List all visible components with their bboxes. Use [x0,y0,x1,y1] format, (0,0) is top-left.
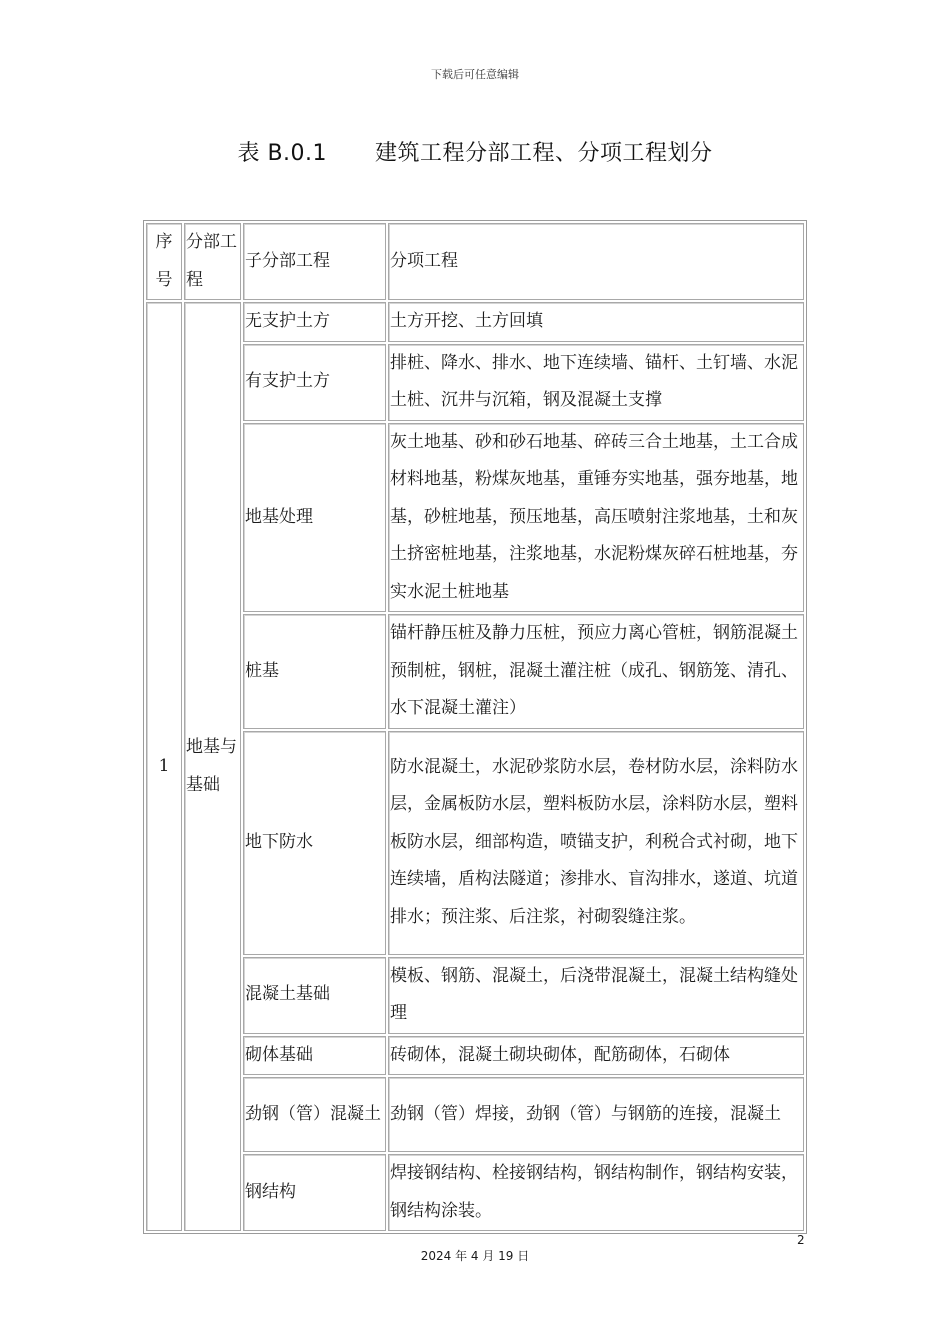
table-header-row [146,223,804,300]
items-cell: 模板、钢筋、混凝土，后浇带混凝土，混凝土结构缝处理 [388,957,804,1034]
header-items: 分项工程 [388,223,804,300]
division-table [143,220,807,1234]
table-row [146,1154,804,1231]
subdivision-cell: 有支护土方 [243,344,386,421]
table-title-text: 建筑工程分部工程、分项工程划分 [375,141,713,166]
header-seq: 序号 [146,223,182,300]
items-cell: 土方开挖、土方回填 [388,302,804,342]
subdivision-cell: 砌体基础 [243,1036,386,1076]
items-cell: 焊接钢结构、栓接钢结构，钢结构制作，钢结构安装，钢结构涂装。 [388,1154,804,1231]
table-row [146,344,804,421]
items-cell: 防水混凝土，水泥砂浆防水层，卷材防水层，涂料防水层，金属板防水层，塑料板防水层，涂料防水层，塑料板防水层，细部构造，喷锚支护，利税合式衬砌，地下连续墙，盾构法隧道；渗排水、盲沟排水，遂道、坑道排水；预注浆、后注浆，衬砌裂缝注浆。 [388,731,804,955]
subdivision-cell: 地下防水 [243,731,386,955]
table-row [146,614,804,729]
subdivision-cell: 地基处理 [243,423,386,613]
header-division: 分部工程 [184,223,241,300]
page-number: 2 [797,1233,805,1247]
items-cell: 劲钢（管）焊接，劲钢（管）与钢筋的连接，混凝土 [388,1077,804,1152]
items-cell: 灰土地基、砂和砂石地基、碎砖三合土地基，土工合成材料地基，粉煤灰地基，重锤夯实地基，强夯地基，地基，砂桩地基，预压地基，高压喷射注浆地基，土和灰土挤密桩地基，注浆地基，水泥粉煤灰碎石桩地基，夯实水泥土桩地基 [388,423,804,613]
subdivision-cell: 桩基 [243,614,386,729]
table-row [146,1036,804,1076]
subdivision-cell: 钢结构 [243,1154,386,1231]
items-cell: 排桩、降水、排水、地下连续墙、锚杆、土钉墙、水泥土桩、沉井与沉箱，钢及混凝土支撑 [388,344,804,421]
table-code: 表 B.0.1 [237,141,328,166]
footer-date: 2024 年 4 月 19 日 [420,1249,530,1263]
header-subdivision: 子分部工程 [243,223,386,300]
header-note: 下载后可任意编辑 [431,68,519,81]
subdivision-cell: 劲钢（管）混凝土 [243,1077,386,1152]
seq-cell: 1 [146,302,182,1231]
page-title [0,136,950,167]
table-row [146,302,804,342]
table-row [146,731,804,955]
division-cell: 地基与基础 [184,302,241,1231]
table-row [146,957,804,1034]
items-cell: 砖砌体，混凝土砌块砌体，配筋砌体，石砌体 [388,1036,804,1076]
subdivision-cell: 混凝土基础 [243,957,386,1034]
table-row [146,1077,804,1152]
items-cell: 锚杆静压桩及静力压桩，预应力离心管桩，钢筋混凝土预制桩，钢桩，混凝土灌注桩（成孔、钢筋笼、清孔、水下混凝土灌注） [388,614,804,729]
subdivision-cell: 无支护土方 [243,302,386,342]
table-row [146,423,804,613]
